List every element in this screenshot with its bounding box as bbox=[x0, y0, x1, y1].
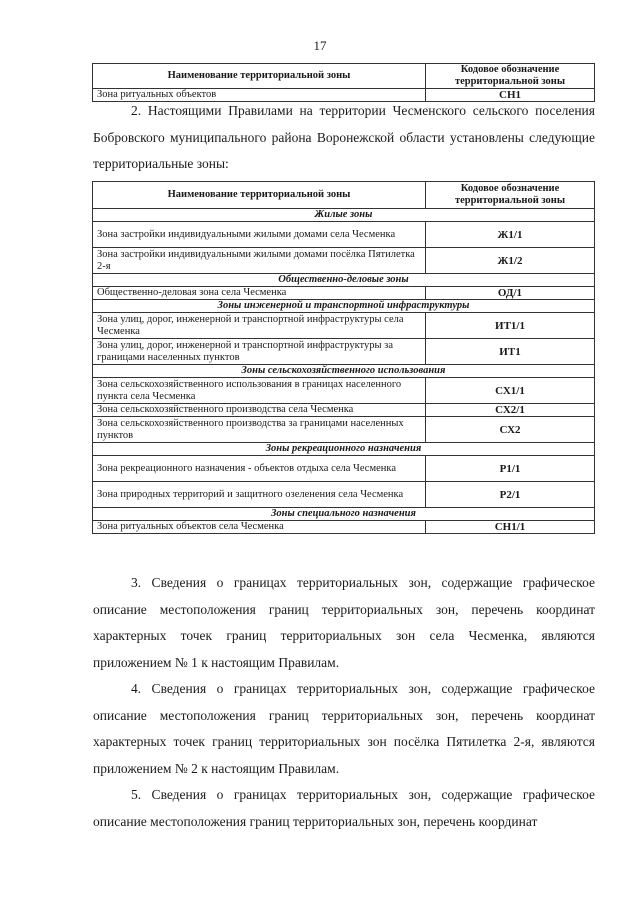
table-row bbox=[93, 404, 595, 417]
page-number: 17 bbox=[313, 38, 327, 53]
header-zone-name: Наименование территориальной зоны bbox=[93, 182, 426, 209]
paragraph-3: 3. Сведения о границах территориальных зон, содержащие графическое описание местоположения границ территориальных зон, перечень координат характерных точек границ территориальных зон села Чесменка, являются приложением № 1 к настоящим Правилам. bbox=[93, 575, 595, 670]
section-row-special bbox=[93, 508, 595, 521]
zone-code: Р2/1 bbox=[426, 482, 595, 508]
zone-name: Зона рекреационного назначения - объектов отдыха села Чесменка bbox=[93, 456, 426, 482]
section-title: Общественно-деловые зоны bbox=[93, 274, 595, 287]
table-row bbox=[93, 287, 595, 300]
table-row bbox=[93, 417, 595, 443]
section-row-public-business bbox=[93, 274, 595, 287]
header-zone-code: Кодовое обозначение территориальной зоны bbox=[426, 64, 595, 89]
zone-code: СХ1/1 bbox=[426, 378, 595, 404]
paragraph-4: 4. Сведения о границах территориальных зон, содержащие графическое описание местоположения границ территориальных зон, перечень координат характерных точек границ территориальных зон посёлка Пятилетка 2-я, являются приложением № 2 к настоящим Правилам. bbox=[93, 681, 595, 776]
table-row bbox=[93, 378, 595, 404]
section-title: Зоны рекреационного назначения bbox=[93, 443, 595, 456]
zone-code: СН1 bbox=[426, 89, 595, 102]
zone-name: Зона сельскохозяйственного производства за границами населенных пунктов bbox=[93, 417, 426, 443]
zone-name: Зона сельскохозяйственного использования в границах населенного пункта села Чесменка bbox=[93, 378, 426, 404]
section-row-recreational bbox=[93, 443, 595, 456]
table-row bbox=[93, 482, 595, 508]
section-title: Зоны сельскохозяйственного использования bbox=[93, 365, 595, 378]
table-row bbox=[93, 339, 595, 365]
paragraph-5: 5. Сведения о границах территориальных зон, содержащие графическое описание местоположения границ территориальных зон, перечень координат bbox=[93, 787, 595, 829]
zone-name: Зона природных территорий и защитного озеленения села Чесменка bbox=[93, 482, 426, 508]
zone-code: Ж1/1 bbox=[426, 222, 595, 248]
zones-table-continued bbox=[92, 63, 595, 102]
zone-name: Зона улиц, дорог, инженерной и транспортной инфраструктуры села Чесменка bbox=[93, 313, 426, 339]
table-row bbox=[93, 222, 595, 248]
zone-code: ОД/1 bbox=[426, 287, 595, 300]
zone-code: Р1/1 bbox=[426, 456, 595, 482]
table-header-row bbox=[93, 64, 595, 89]
table-header-row bbox=[93, 182, 595, 209]
section-row-infrastructure bbox=[93, 300, 595, 313]
section-title: Зоны инженерной и транспортной инфраструктуры bbox=[93, 300, 595, 313]
section-title: Зоны специального назначения bbox=[93, 508, 595, 521]
zone-name: Зона ритуальных объектов bbox=[93, 89, 426, 102]
zone-code: СХ2 bbox=[426, 417, 595, 443]
zone-code: СХ2/1 bbox=[426, 404, 595, 417]
zone-code: Ж1/2 bbox=[426, 248, 595, 274]
table-row bbox=[93, 313, 595, 339]
table-row bbox=[93, 248, 595, 274]
table-row bbox=[93, 456, 595, 482]
zone-name: Зона сельскохозяйственного производства села Чесменка bbox=[93, 404, 426, 417]
zone-name: Зона улиц, дорог, инженерной и транспортной инфраструктуры за границами населенных пунктов bbox=[93, 339, 426, 365]
zones-table bbox=[92, 181, 595, 534]
section-title: Жилые зоны bbox=[93, 209, 595, 222]
zone-code: ИТ1 bbox=[426, 339, 595, 365]
zone-name: Общественно-деловая зона села Чесменка bbox=[93, 287, 426, 300]
zone-name: Зона застройки индивидуальными жилыми домами села Чесменка bbox=[93, 222, 426, 248]
table-row bbox=[93, 521, 595, 534]
zone-name: Зона застройки индивидуальными жилыми домами посёлка Пятилетка 2-я bbox=[93, 248, 426, 274]
zone-name: Зона ритуальных объектов села Чесменка bbox=[93, 521, 426, 534]
section-row-residential bbox=[93, 209, 595, 222]
section-row-agricultural bbox=[93, 365, 595, 378]
header-zone-code: Кодовое обозначение территориальной зоны bbox=[426, 182, 595, 209]
paragraph-2: 2. Настоящими Правилами на территории Чесменского сельского поселения Бобровского муниципального района Воронежской области установлены следующие территориальные зоны: bbox=[93, 103, 595, 171]
header-zone-name: Наименование территориальной зоны bbox=[93, 64, 426, 89]
zone-code: ИТ1/1 bbox=[426, 313, 595, 339]
zone-code: СН1/1 bbox=[426, 521, 595, 534]
